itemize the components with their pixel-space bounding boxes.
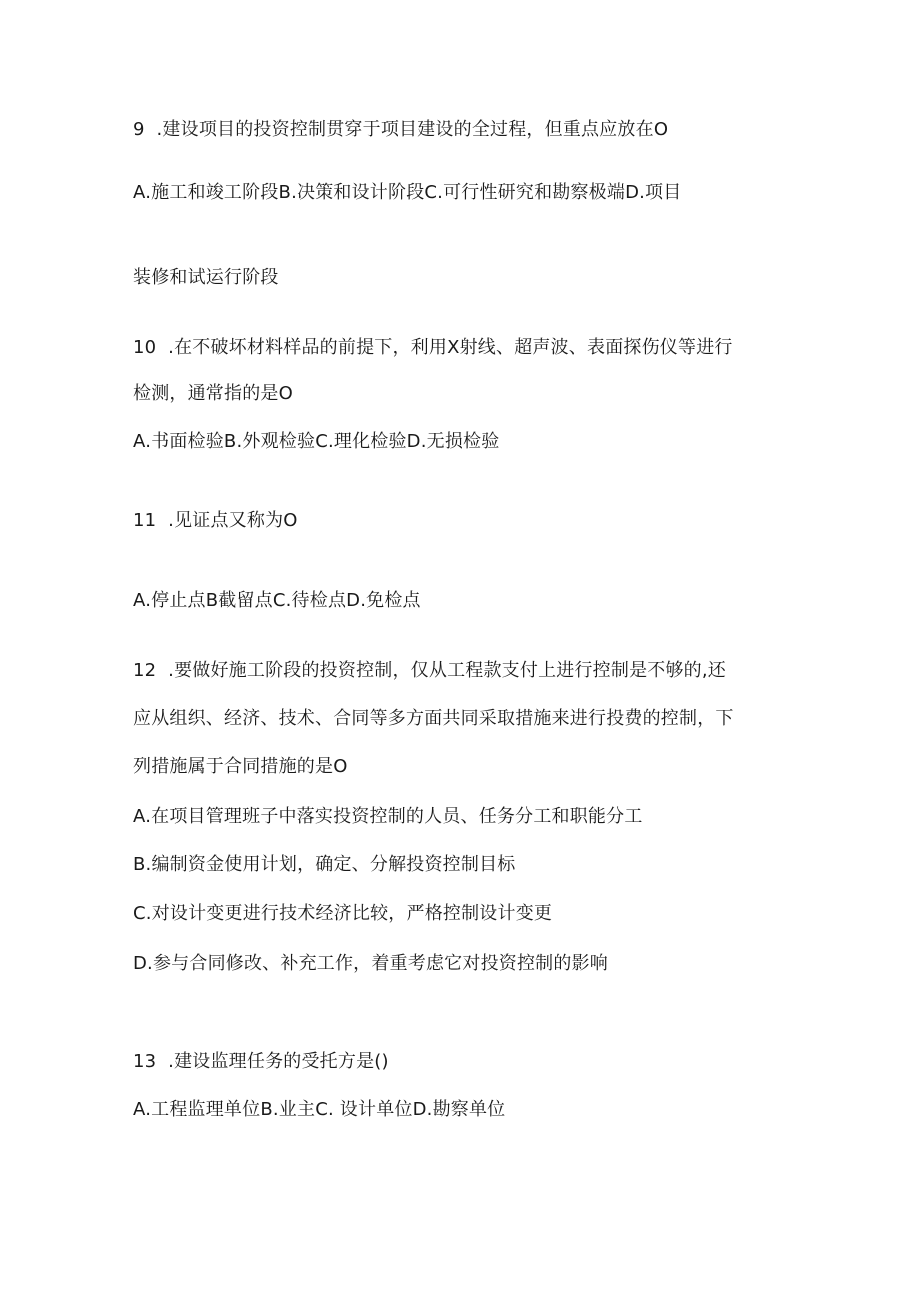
question-13-options: A.工程监理单位B.业主C. 设计单位D.勘察单位 [133,1099,506,1120]
question-11-text: 11 .见证点又称为O [133,510,298,531]
question-12-option-b: B.编制资金使用计划，确定、分解投资控制目标 [133,854,516,875]
question-12-text-continued-2: 列措施属于合同措施的是O [133,756,348,777]
question-11-options: A.停止点B截留点C.待检点D.免检点 [133,590,421,611]
question-12-option-d: D.参与合同修改、补充工作，着重考虑它对投资控制的影响 [133,953,608,974]
question-12-option-a: A.在项目管理班子中落实投资控制的人员、任务分工和职能分工 [133,806,643,827]
question-10-text: 10 .在不破坏材料样品的前提下，利用X射线、超声波、表面探伤仪等进行 [133,337,733,358]
question-9-options: A.施工和竣工阶段B.决策和设计阶段C.可行性研究和勘察极端D.项目 [133,182,682,203]
question-9-text: 9 .建设项目的投资控制贯穿于项目建设的全过程，但重点应放在O [133,119,669,140]
question-10-text-continued: 检测，通常指的是O [133,383,293,404]
question-10-options: A.书面检验B.外观检验C.理化检验D.无损检验 [133,431,500,452]
question-9-options-continued: 装修和试运行阶段 [133,267,279,288]
question-12-text: 12 .要做好施工阶段的投资控制，仅从工程款支付上进行控制是不够的,还 [133,660,726,681]
question-12-option-c: C.对设计变更进行技术经济比较，严格控制设计变更 [133,903,553,924]
question-12-text-continued-1: 应从组织、经济、技术、合同等多方面共同采取措施来进行投费的控制，下 [133,708,734,729]
question-13-text: 13 .建设监理任务的受托方是() [133,1051,389,1072]
